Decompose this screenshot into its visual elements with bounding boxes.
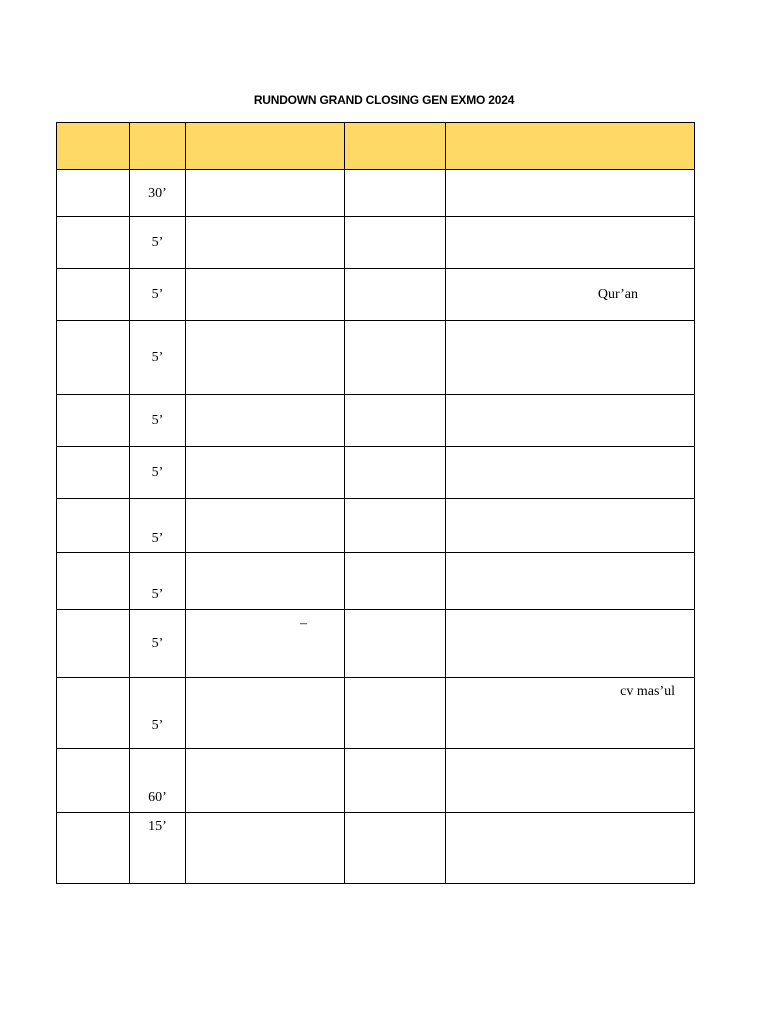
pic-cell (345, 321, 446, 395)
notes-cell: cv mas’ul (446, 678, 695, 749)
time-cell (57, 321, 130, 395)
activity-cell (186, 553, 345, 610)
activity-cell (186, 678, 345, 749)
time-cell (57, 553, 130, 610)
activity-cell: – (186, 610, 345, 678)
notes-cell (446, 553, 695, 610)
pic-cell (345, 499, 446, 553)
header-cell-time (57, 123, 130, 170)
duration-cell: 5’ (130, 553, 186, 610)
table-row (57, 395, 695, 447)
activity-cell (186, 749, 345, 813)
time-cell (57, 170, 130, 217)
table-row (57, 269, 695, 321)
header-cell-activity (186, 123, 345, 170)
duration-cell: 5’ (130, 269, 186, 321)
notes-cell: Qur’an (446, 269, 695, 321)
pic-cell (345, 749, 446, 813)
notes-cell (446, 447, 695, 499)
time-cell (57, 395, 130, 447)
pic-cell (345, 395, 446, 447)
table-row (57, 170, 695, 217)
duration-cell: 5’ (130, 499, 186, 553)
duration-cell: 5’ (130, 395, 186, 447)
duration-cell: 60’ (130, 749, 186, 813)
header-cell-pic (345, 123, 446, 170)
activity-cell (186, 321, 345, 395)
notes-cell (446, 749, 695, 813)
table-row (57, 321, 695, 395)
pic-cell (345, 813, 446, 884)
pic-cell (345, 217, 446, 269)
activity-cell (186, 269, 345, 321)
rundown-table (56, 122, 695, 884)
duration-cell: 5’ (130, 447, 186, 499)
notes-cell (446, 321, 695, 395)
notes-cell (446, 395, 695, 447)
time-cell (57, 499, 130, 553)
table-row (57, 553, 695, 610)
pic-cell (345, 553, 446, 610)
notes-cell (446, 813, 695, 884)
duration-cell: 5’ (130, 610, 186, 678)
notes-cell (446, 610, 695, 678)
duration-cell: 30’ (130, 170, 186, 217)
duration-cell: 5’ (130, 678, 186, 749)
time-cell (57, 610, 130, 678)
table-row (57, 610, 695, 678)
pic-cell (345, 269, 446, 321)
time-cell (57, 749, 130, 813)
notes-cell (446, 217, 695, 269)
time-cell (57, 269, 130, 321)
time-cell (57, 217, 130, 269)
time-cell (57, 813, 130, 884)
table-row (57, 678, 695, 749)
time-cell (57, 447, 130, 499)
page-title: RUNDOWN GRAND CLOSING GEN EXMO 2024 (253, 93, 515, 107)
notes-cell (446, 170, 695, 217)
activity-cell (186, 499, 345, 553)
pic-cell (345, 610, 446, 678)
header-cell-duration (130, 123, 186, 170)
header-cell-notes (446, 123, 695, 170)
activity-cell (186, 447, 345, 499)
table-row (57, 217, 695, 269)
notes-cell (446, 499, 695, 553)
duration-cell: 5’ (130, 321, 186, 395)
duration-cell: 15’ (130, 813, 186, 884)
activity-cell (186, 395, 345, 447)
pic-cell (345, 678, 446, 749)
duration-cell: 5’ (130, 217, 186, 269)
table-row (57, 447, 695, 499)
pic-cell (345, 447, 446, 499)
table-row (57, 749, 695, 813)
time-cell (57, 678, 130, 749)
table-row (57, 499, 695, 553)
activity-cell (186, 813, 345, 884)
pic-cell (345, 170, 446, 217)
activity-cell (186, 170, 345, 217)
table-header-row (57, 123, 695, 170)
table-row (57, 813, 695, 884)
activity-cell (186, 217, 345, 269)
